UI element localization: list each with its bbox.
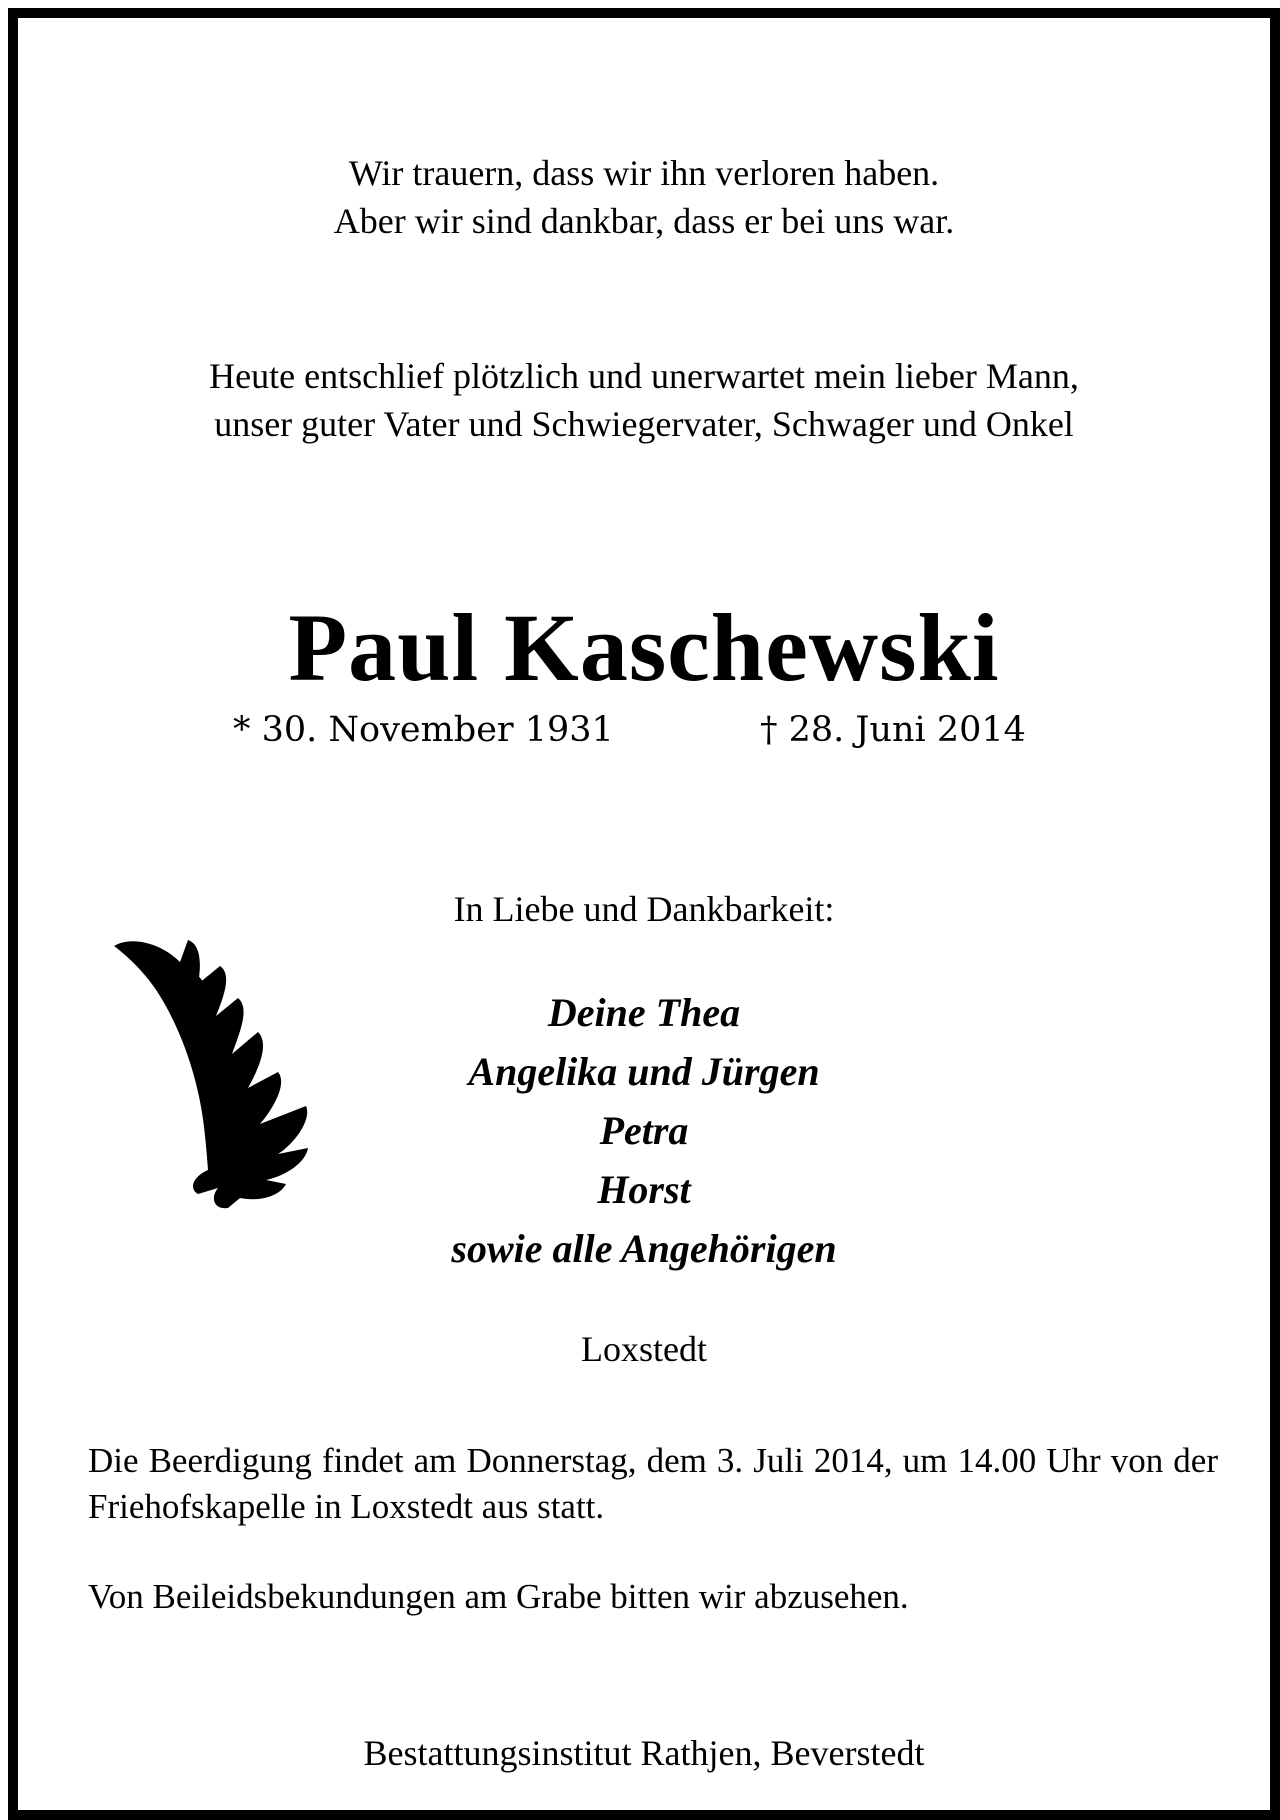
motto-line-1: Wir trauern, dass wir ihn verloren haben. bbox=[348, 153, 940, 193]
announcement-line-1: Heute entschlief plötzlich und unerwartet mein lieber Mann, bbox=[209, 356, 1079, 396]
place-name: Loxstedt bbox=[581, 1329, 707, 1369]
mourner-name: Angelika und Jürgen bbox=[468, 1049, 820, 1094]
obituary-notice bbox=[8, 8, 1280, 1820]
funeral-details: Die Beerdigung findet am Donnerstag, dem 3. Juli 2014, um 14.00 Uhr von der Friehofskapelle in Loxstedt aus statt. bbox=[88, 1441, 1218, 1526]
deceased-name: Paul Kaschewski bbox=[288, 594, 1000, 701]
mourner-name: Petra bbox=[599, 1108, 689, 1153]
condolences-note: Von Beileidsbekundungen am Grabe bitten wir abzusehen. bbox=[88, 1577, 909, 1616]
death-date: † 28. Juni 2014 bbox=[760, 710, 1026, 750]
announcement-line-2: unser guter Vater und Schwiegervater, Schwager und Onkel bbox=[214, 404, 1074, 444]
motto-line-2: Aber wir sind dankbar, dass er bei uns war. bbox=[333, 201, 955, 241]
mourners-heading: In Liebe und Dankbarkeit: bbox=[453, 889, 835, 929]
mourner-name: Deine Thea bbox=[547, 990, 741, 1035]
mourner-name: sowie alle Angehörigen bbox=[451, 1226, 837, 1271]
birth-date: * 30. November 1931 bbox=[233, 710, 614, 750]
undertaker-name: Bestattungsinstitut Rathjen, Beverstedt bbox=[363, 1733, 925, 1773]
mourner-name: Horst bbox=[597, 1167, 691, 1212]
